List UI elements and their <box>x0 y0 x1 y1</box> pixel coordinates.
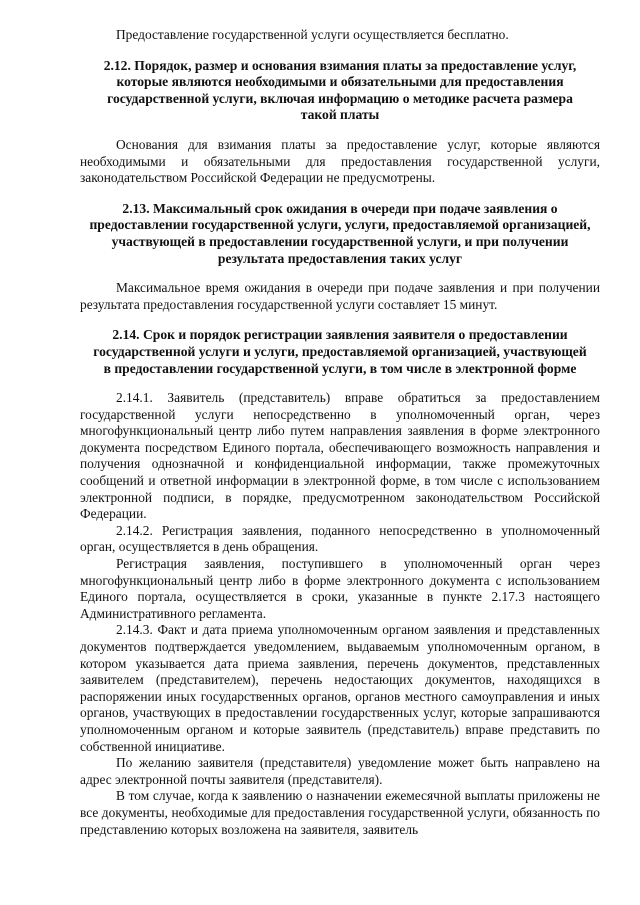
paragraph-registration: Регистрация заявления, поступившего в уполномоченный орган через многофункциональный центр либо в форме электронного документа с использованием Единого портала, осуществляется в сроки, указанные в пункте 2.17.3 настоящего Административного регламента. <box>80 556 600 621</box>
paragraph-2-14-3: 2.14.3. Факт и дата приема уполномоченным органом заявления и представленных документов подтверждается уведомлением, выдаваемым уполномоченным органом, в котором указывается дата приема заявления, перечень документов, представленных заявителем (представителем), перечень недостающих документов, находящихся в распоряжении иных государственных органов, органов местного самоуправления и иных органов, участвующих в предоставлении государственных услуг, которые запрашиваются уполномоченным органом и которые заявитель (представитель) вправе представить по собственной инициативе. <box>80 622 600 754</box>
paragraph-2-14-2: 2.14.2. Регистрация заявления, поданного непосредственно в уполномоченный орган, осуществляется в день обращения. <box>80 522 600 555</box>
intro-paragraph: Предоставление государственной услуги осуществляется бесплатно. <box>116 27 509 42</box>
section-2-13-paragraph: Максимальное время ожидания в очереди при подаче заявления и при получении результата предоставления государственной услуги составляет 15 минут. <box>80 280 600 312</box>
section-heading-2-13: 2.13. Максимальный срок ожидания в очереди при подаче заявления о предоставлении государственной услуги, услуги, предоставляемой организацией, участвующей в предоставлении государственной услуги, и при получении результата предоставления таких услуг <box>89 200 591 266</box>
section-2-12-paragraph: Основания для взимания платы за предоставление услуг, которые являются необходимыми и обязательными для предоставления государственной услуги, законодательством Российской Федерации не предусмотрены. <box>80 136 600 186</box>
section-heading-2-14: 2.14. Срок и порядок регистрации заявления заявителя о предоставлении государственной услуги и услуги, предоставляемой организацией, участвующей в предоставлении государственной услуги, в том числе в электронной форме <box>93 327 587 376</box>
paragraph-2-14-1: 2.14.1. Заявитель (представитель) вправе обратиться за предоставлением государственной услуги непосредственно в уполномоченный орган, через многофункциональный центр либо путем направления заявления в форме электронного документа посредством Единого портала, обеспечивающего возможность направления и получения однозначной и конфиденциальной информации, также промежуточных сообщений и ответной информации в электронной форме, в том числе с использованием электронной подписи, в порядке, предусмотренном законодательством Российской Федерации. <box>80 390 600 522</box>
paragraph-email-notice: По желанию заявителя (представителя) уведомление может быть направлено на адрес электронной почты заявителя (представителя). <box>80 755 600 787</box>
section-heading-2-12: 2.12. Порядок, размер и основания взимания платы за предоставление услуг, которые являются необходимыми и обязательными для предоставления государственной услуги, включая информацию о методике расчета размера такой платы <box>103 57 577 123</box>
paragraph-missing-documents: В том случае, когда к заявлению о назначении ежемесячной выплаты приложены не все документы, необходимые для предоставления государственной услуги, обязанность по представлению которых возложена на заявителя, заявитель <box>80 788 600 837</box>
